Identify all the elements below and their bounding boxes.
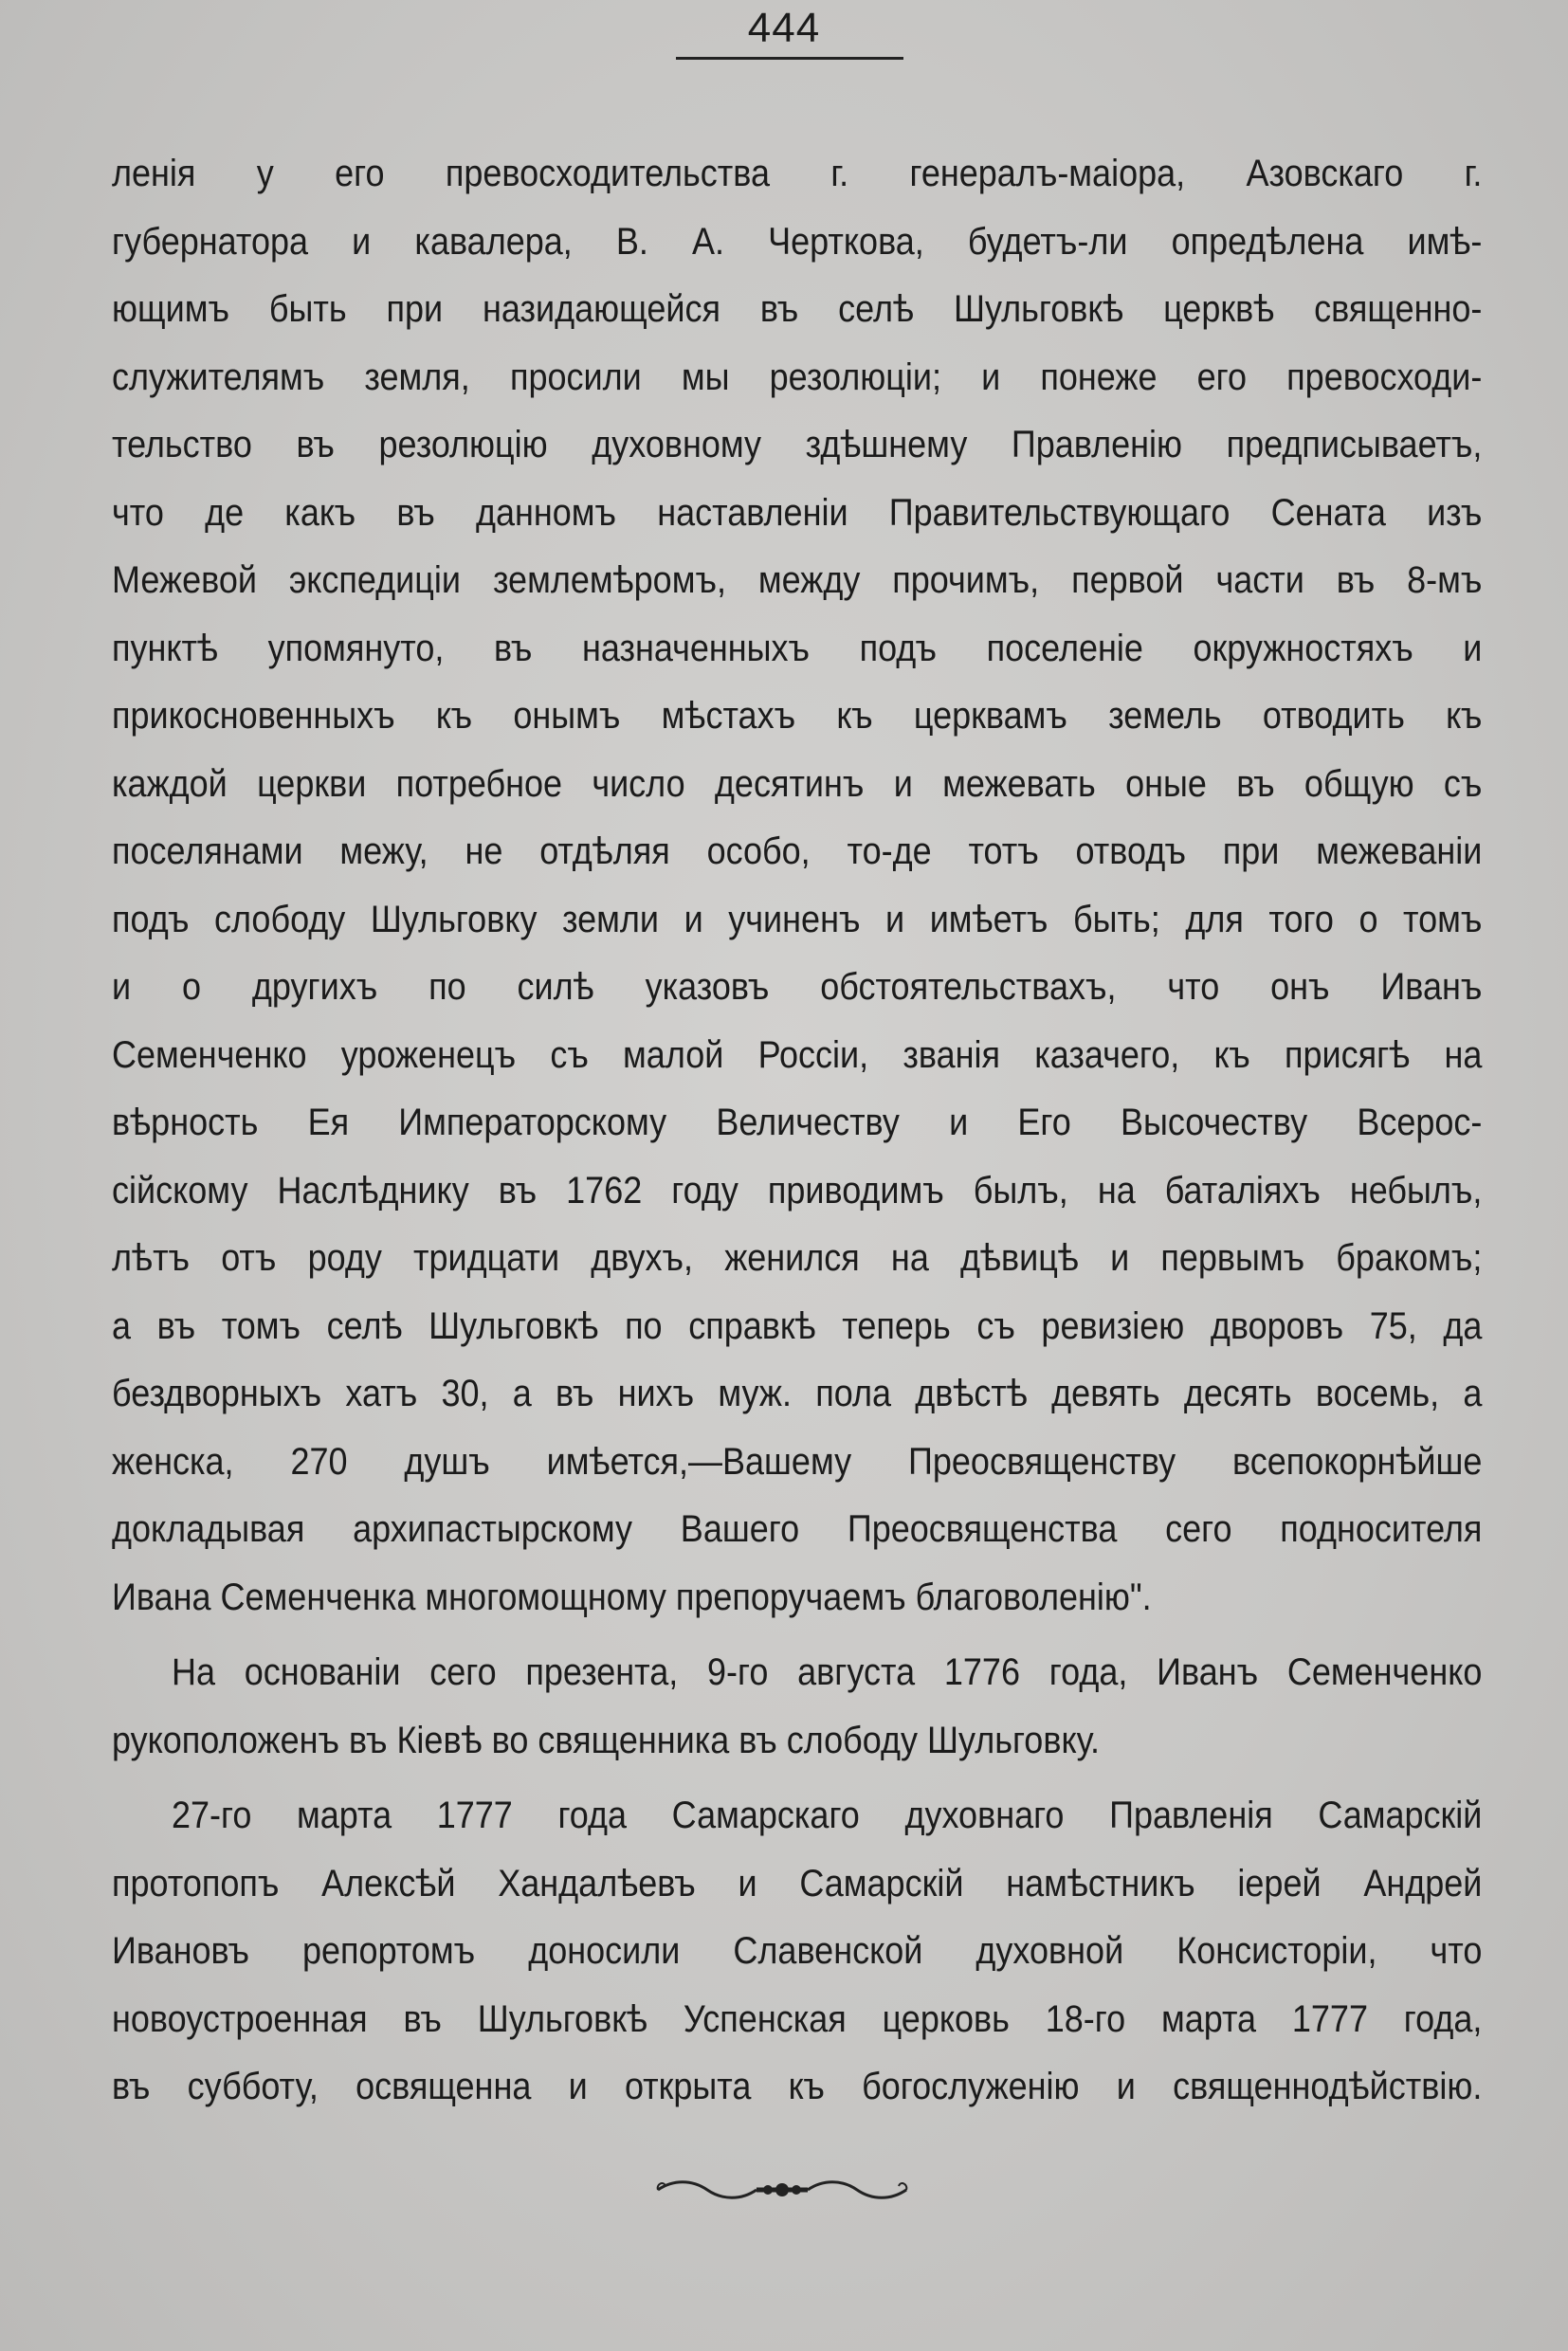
- paragraph-3-line: 27-го марта 1777 года Самарскаго духовнаго Правленія Самарскій: [172, 1795, 1483, 1836]
- page-number: 444: [747, 5, 821, 51]
- text-line: служителямъ земля, просили мы резолюціи; и понеже его превосходи-: [112, 355, 1483, 398]
- text-line: тельство въ резолюцію духовному здѣшнему Правленію предписываетъ,: [112, 424, 1483, 465]
- text-line: поселянами межу, не отдѣляя особо, то-де тотъ отводъ при межеваніи: [112, 830, 1483, 872]
- text-line: что де какъ въ данномъ наставленіи Правительствующаго Сената изъ: [112, 491, 1483, 534]
- paragraph-2-line: На основаніи сего презента, 9-го августа 1776 года, Иванъ Семенченко: [172, 1651, 1483, 1693]
- text-line: Ивана Семенченка многомощному препоручаемъ благоволенію".: [112, 1576, 1152, 1618]
- text-line: прикосновенныхъ къ онымъ мѣстахъ къ церквамъ земель отводить къ: [112, 695, 1483, 737]
- text-line: докладывая архипастырскому Вашего Преосвященства сего подносителя: [112, 1508, 1483, 1550]
- paragraph-3-line: Ивановъ репортомъ доносили Славенской духовной Консисторіи, что: [112, 1930, 1483, 1972]
- text-line: ленія у его превосходительства г. генералъ-маіора, Азовскаго г.: [112, 153, 1483, 194]
- text-line: вѣрность Ея Императорскому Величеству и Его Высочеству Всерос-: [112, 1102, 1483, 1143]
- text-line: бездворныхъ хатъ 30, а въ нихъ муж. пола двѣстѣ девять десять восемь, а: [112, 1373, 1483, 1414]
- text-line: пунктѣ упомянуто, въ назначенныхъ подъ поселеніе окружностяхъ и: [112, 627, 1483, 669]
- paragraph-gap: [112, 1775, 1345, 1782]
- text-line: Межевой экспедиціи землемѣромъ, между прочимъ, первой части въ 8-мъ: [112, 559, 1483, 601]
- paragraph-2-line: рукоположенъ въ Кіевѣ во священника въ слободу Шульговку.: [112, 1719, 1101, 1761]
- text-line: подъ слободу Шульговку земли и учиненъ и имѣетъ быть; для того о томъ: [112, 898, 1483, 940]
- text-line: лѣтъ отъ роду тридцати двухъ, женился на дѣвицѣ и первымъ бракомъ;: [112, 1237, 1483, 1279]
- text-line: каждой церкви потребное число десятинъ и межевать оные въ общую съ: [112, 762, 1483, 805]
- paragraph-3-line: протопопъ Алексѣй Хандалѣевъ и Самарскій намѣстникъ іерей Андрей: [112, 1862, 1483, 1904]
- text-line: женска, 270 душъ имѣется,—Вашему Преосвященству всепокорнѣйше: [112, 1440, 1483, 1483]
- text-line: ющимъ быть при назидающейся въ селѣ Шульговкѣ церквѣ священно-: [112, 288, 1483, 330]
- body-text: [112, 140, 1483, 2122]
- end-ornament-icon: [654, 2176, 910, 2204]
- page-number-rule: [676, 57, 903, 60]
- text-line: а въ томъ селѣ Шульговкѣ по справкѣ теперь съ ревизіею дворовъ 75, да: [112, 1304, 1483, 1347]
- text-line: Семенченко уроженецъ съ малой Россіи, званія казачего, къ присягѣ на: [112, 1033, 1483, 1076]
- paragraph-gap: [112, 1631, 1345, 1639]
- text-line: и о другихъ по силѣ указовъ обстоятельствахъ, что онъ Иванъ: [112, 966, 1483, 1008]
- paragraph-3-line: новоустроенная въ Шульговкѣ Успенская церковь 18-го марта 1777 года,: [112, 1997, 1483, 2040]
- paragraph-3-line: въ субботу, освященна и открыта къ богослуженію и священнодѣйствію.: [112, 2066, 1483, 2107]
- text-line: губернатора и кавалера, В. А. Черткова, будетъ-ли опредѣлена имѣ-: [112, 220, 1483, 263]
- text-line: сійскому Наслѣднику въ 1762 году приводимъ былъ, на баталіяхъ небылъ,: [112, 1169, 1483, 1212]
